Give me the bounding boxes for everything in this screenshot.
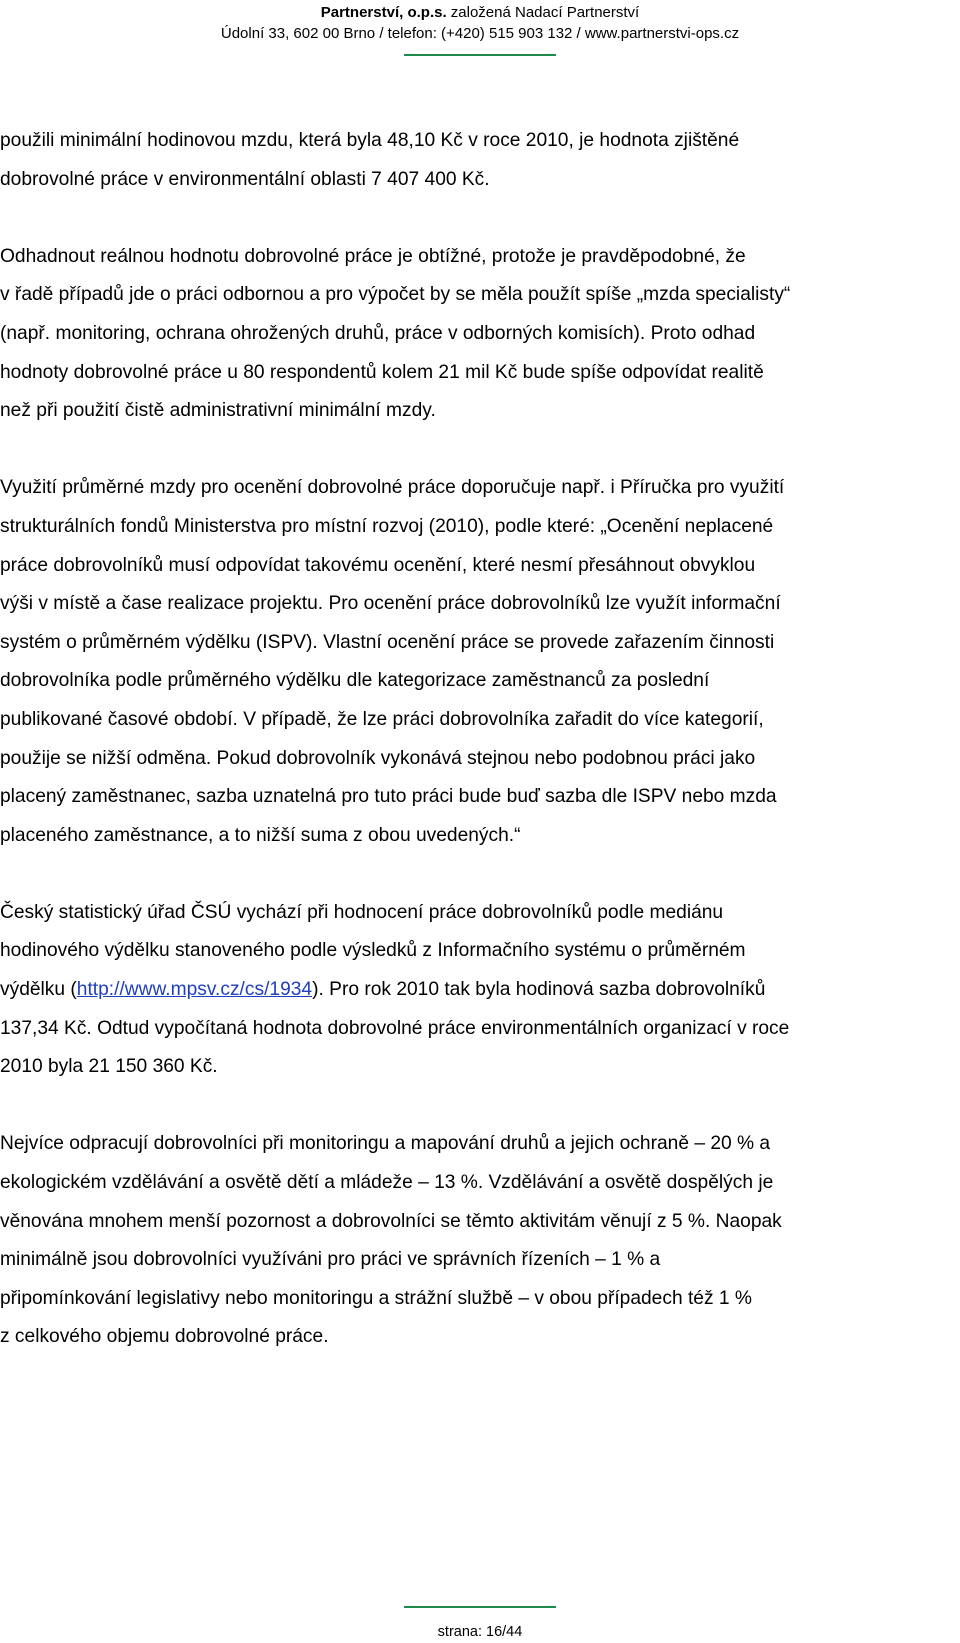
text-line: publikované časové období. V případě, že lze práci dobrovolníka zařadit do více kategorií, — [0, 708, 764, 730]
text-line: minimálně jsou dobrovolníci využíváni pro práci ve správních řízeních – 1 % a — [0, 1249, 661, 1271]
header-address: Údolní 33, 602 00 Brno / telefon: (+420) 515 903 132 / www.partnerstvi-ops.cz — [220, 25, 740, 42]
text-line: použije se nižší odměna. Pokud dobrovolník vykonává stejnou nebo podobnou práci jako — [0, 747, 756, 769]
header-org-subtitle: založená Nadací Partnerství — [446, 4, 640, 21]
document-body — [0, 122, 960, 1396]
text-line: dobrovolníka podle průměrného výdělku dle kategorizace zaměstnanců za poslední — [0, 670, 710, 692]
text-line: výši v místě a čase realizace projektu. Pro ocenění práce dobrovolníků lze využít informační — [0, 593, 781, 615]
text-line: hodinového výdělku stanoveného podle výsledků z Informačního systému o průměrném — [0, 940, 746, 962]
link-suffix: ). Pro rok 2010 tak byla hodinová sazba dobrovolníků — [312, 979, 766, 1001]
text-line: (např. monitoring, ochrana ohrožených druhů, práce v odborných komisích). Proto odhad — [0, 322, 756, 344]
paragraph-2 — [0, 238, 960, 431]
text-line: z celkového objemu dobrovolné práce. — [0, 1326, 329, 1348]
link-prefix: výdělku ( — [0, 979, 77, 1001]
text-line: připomínkování legislativy nebo monitoringu a strážní službě – v obou případech též 1 % — [0, 1287, 752, 1309]
text-line: Využití průměrné mzdy pro ocenění dobrovolné práce doporučuje např. i Příručka pro využití — [0, 477, 785, 499]
header-divider — [404, 54, 556, 56]
text-line: použili minimální hodinovou mzdu, která byla 48,10 Kč v roce 2010, je hodnota zjištěné — [0, 130, 740, 151]
text-line: práce dobrovolníků musí odpovídat takovému ocenění, které nesmí přesáhnout obvyklou — [0, 554, 756, 576]
text-line: strukturálních fondů Ministerstva pro místní rozvoj (2010), podle které: „Ocenění neplacené — [0, 515, 774, 537]
header-org-name: Partnerství, o.p.s. — [320, 4, 447, 21]
paragraph-5 — [0, 1125, 960, 1357]
text-line: Český statistický úřad ČSÚ vychází při hodnocení práce dobrovolníků podle mediánu — [0, 901, 724, 923]
text-line: v řadě případů jde o práci odbornou a pro výpočet by se měla použít spíše „mzda specialisty“ — [0, 284, 791, 306]
text-line: placený zaměstnanec, sazba uznatelná pro tuto práci bude buď sazba dle ISPV nebo mzda — [0, 786, 777, 808]
page-number: strana: 16/44 — [437, 1624, 523, 1640]
text-line: dobrovolné práce v environmentální oblasti 7 407 400 Kč. — [0, 168, 490, 190]
paragraph-4 — [0, 894, 960, 1087]
text-line: 137,34 Kč. Odtud vypočítaná hodnota dobrovolné práce environmentálních organizací v roce — [0, 1017, 790, 1039]
text-line: Nejvíce odpracují dobrovolníci při monitoringu a mapování druhů a jejich ochraně – 20 % a — [0, 1133, 771, 1155]
footer-divider — [404, 1606, 556, 1608]
text-line: Odhadnout reálnou hodnotu dobrovolné práce je obtížné, protože je pravděpodobné, že — [0, 245, 746, 267]
header-organization — [0, 4, 960, 22]
text-line: hodnoty dobrovolné práce u 80 respondentů kolem 21 mil Kč bude spíše odpovídat realitě — [0, 361, 764, 383]
text-line: ekologickém vzdělávání a osvětě dětí a mládeže – 13 %. Vzdělávání a osvětě dospělých je — [0, 1172, 774, 1194]
paragraph-3 — [0, 469, 960, 855]
text-line: věnována mnohem menší pozornost a dobrovolníci se těmto aktivitám věnují z 5 %. Naopak — [0, 1210, 782, 1232]
mpsv-link[interactable]: http://www.mpsv.cz/cs/1934 — [76, 979, 313, 1001]
text-line: placeného zaměstnance, a to nižší suma z obou uvedených.“ — [0, 824, 521, 846]
text-line: 2010 byla 21 150 360 Kč. — [0, 1056, 218, 1078]
text-line-with-link — [0, 971, 960, 1010]
text-line: než při použití čistě administrativní minimální mzdy. — [0, 400, 436, 422]
paragraph-1 — [0, 122, 960, 199]
text-line: systém o průměrném výdělku (ISPV). Vlastní ocenění práce se provede zařazením činnosti — [0, 631, 775, 653]
